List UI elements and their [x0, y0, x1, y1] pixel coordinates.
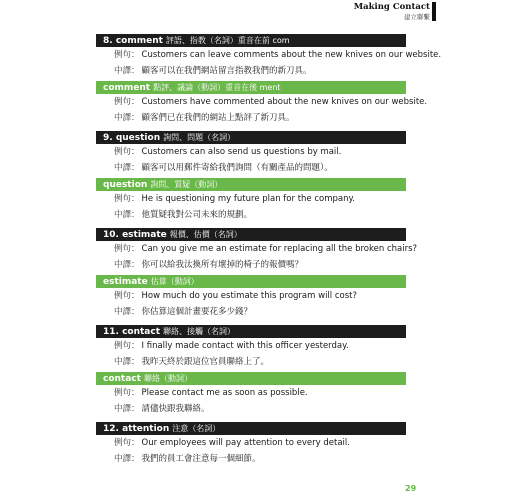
translation-line — [96, 110, 406, 126]
vocabulary-list — [96, 34, 442, 467]
translation-line — [96, 207, 406, 223]
entry-heading — [96, 275, 406, 288]
entry-word: contact — [103, 374, 141, 384]
example-line — [96, 47, 442, 63]
translation-sentence: 他質疑我對公司未來的規劃。 — [141, 210, 253, 220]
translation-line — [96, 304, 406, 320]
translation-line — [96, 451, 406, 467]
entry-gloss: 估算（動詞） — [150, 277, 199, 286]
entry-word: 8. comment — [103, 36, 163, 46]
entry-word: estimate — [103, 277, 148, 287]
translation-line — [96, 63, 406, 79]
translation-line — [96, 257, 406, 273]
entry-heading — [96, 81, 406, 94]
example-label: 例句： — [114, 244, 140, 254]
translation-sentence: 你估算這個計畫要花多少錢？ — [141, 307, 253, 317]
translation-label: 中譯： — [114, 307, 140, 317]
translation-line — [96, 401, 406, 417]
entry-word: 10. estimate — [103, 230, 167, 240]
example-sentence: How much do you estimate this program will cost? — [141, 291, 357, 301]
entry-heading — [96, 422, 406, 435]
entry-gloss: 報價、估價（名詞） — [169, 230, 242, 239]
entry-gloss: 點評、議論（動詞）重音在後 ment — [153, 83, 281, 92]
example-sentence: Customers have commented about the new knives on our website. — [141, 97, 428, 107]
entry-heading — [96, 228, 406, 241]
entry-heading — [96, 372, 406, 385]
translation-label: 中譯： — [114, 260, 140, 270]
example-label: 例句： — [114, 194, 140, 204]
translation-label: 中譯： — [114, 404, 140, 414]
translation-label: 中譯： — [114, 113, 140, 123]
translation-label: 中譯： — [114, 357, 140, 367]
example-label: 例句： — [114, 291, 140, 301]
entry-word: question — [103, 180, 148, 190]
example-sentence: Please contact me as soon as possible. — [141, 388, 308, 398]
example-line — [96, 338, 406, 354]
example-label: 例句： — [114, 97, 140, 107]
translation-line — [96, 354, 406, 370]
translation-label: 中譯： — [114, 163, 140, 173]
example-sentence: I finally made contact with this officer yesterday. — [141, 341, 349, 351]
entry-heading — [96, 178, 406, 191]
example-line — [96, 94, 428, 110]
example-sentence: He is questioning my future plan for the company. — [141, 194, 356, 204]
entry-gloss: 注意（名詞） — [172, 424, 221, 433]
entry-word: comment — [103, 83, 151, 93]
translation-sentence: 請儘快跟我聯絡。 — [141, 404, 210, 414]
entry-heading — [96, 34, 406, 47]
translation-sentence: 我昨天終於跟這位官員聯絡上了。 — [141, 357, 270, 367]
entry-heading — [96, 131, 406, 144]
translation-sentence: 顧客可以用郵件寄給我們詢問（有關產品的問題）。 — [141, 163, 333, 173]
entry-gloss: 詢問、質疑（動詞） — [150, 180, 223, 189]
translation-sentence: 你可以給我汰換所有壞掉的椅子的報價嗎？ — [141, 260, 304, 270]
translation-label: 中譯： — [114, 66, 140, 76]
example-line — [96, 144, 406, 160]
example-line — [96, 435, 406, 451]
translation-sentence: 我們的員工會注意每一個細節。 — [141, 454, 261, 464]
example-sentence: Customers can also send us questions by mail. — [141, 147, 342, 157]
example-label: 例句： — [114, 147, 140, 157]
example-label: 例句： — [114, 438, 140, 448]
running-head-title: Making Contact — [353, 2, 430, 12]
example-line — [96, 191, 406, 207]
example-sentence: Customers can leave comments about the new knives on our website. — [141, 50, 442, 60]
entry-heading — [96, 325, 406, 338]
example-label: 例句： — [114, 388, 140, 398]
translation-label: 中譯： — [114, 454, 140, 464]
entry-gloss: 聯絡（動詞） — [143, 374, 192, 383]
example-label: 例句： — [114, 50, 140, 60]
translation-label: 中譯： — [114, 210, 140, 220]
translation-sentence: 顧客可以在我們網站留言指教我們的新刀具。 — [141, 66, 312, 76]
translation-line — [96, 160, 406, 176]
entry-gloss: 聯絡、接觸（名詞） — [163, 327, 236, 336]
page-number: 29 — [405, 484, 417, 493]
example-label: 例句： — [114, 341, 140, 351]
running-head-subtitle: 建立聯繫 — [404, 12, 430, 21]
running-head-bar — [432, 2, 436, 21]
example-sentence: Our employees will pay attention to every detail. — [141, 438, 350, 448]
example-line — [96, 385, 406, 401]
entry-gloss: 詢問、問題（名詞） — [163, 133, 236, 142]
entry-word: 9. question — [103, 133, 161, 143]
running-head — [354, 3, 430, 20]
entry-word: 12. attention — [103, 424, 170, 434]
translation-sentence: 顧客們已在我們的網站上點評了新刀具。 — [141, 113, 295, 123]
example-line — [96, 288, 406, 304]
entry-word: 11. contact — [103, 327, 161, 337]
entry-gloss: 評語、指教（名詞）重音在前 com — [165, 36, 290, 45]
example-line — [96, 241, 418, 257]
example-sentence: Can you give me an estimate for replacing all the broken chairs? — [141, 244, 418, 254]
